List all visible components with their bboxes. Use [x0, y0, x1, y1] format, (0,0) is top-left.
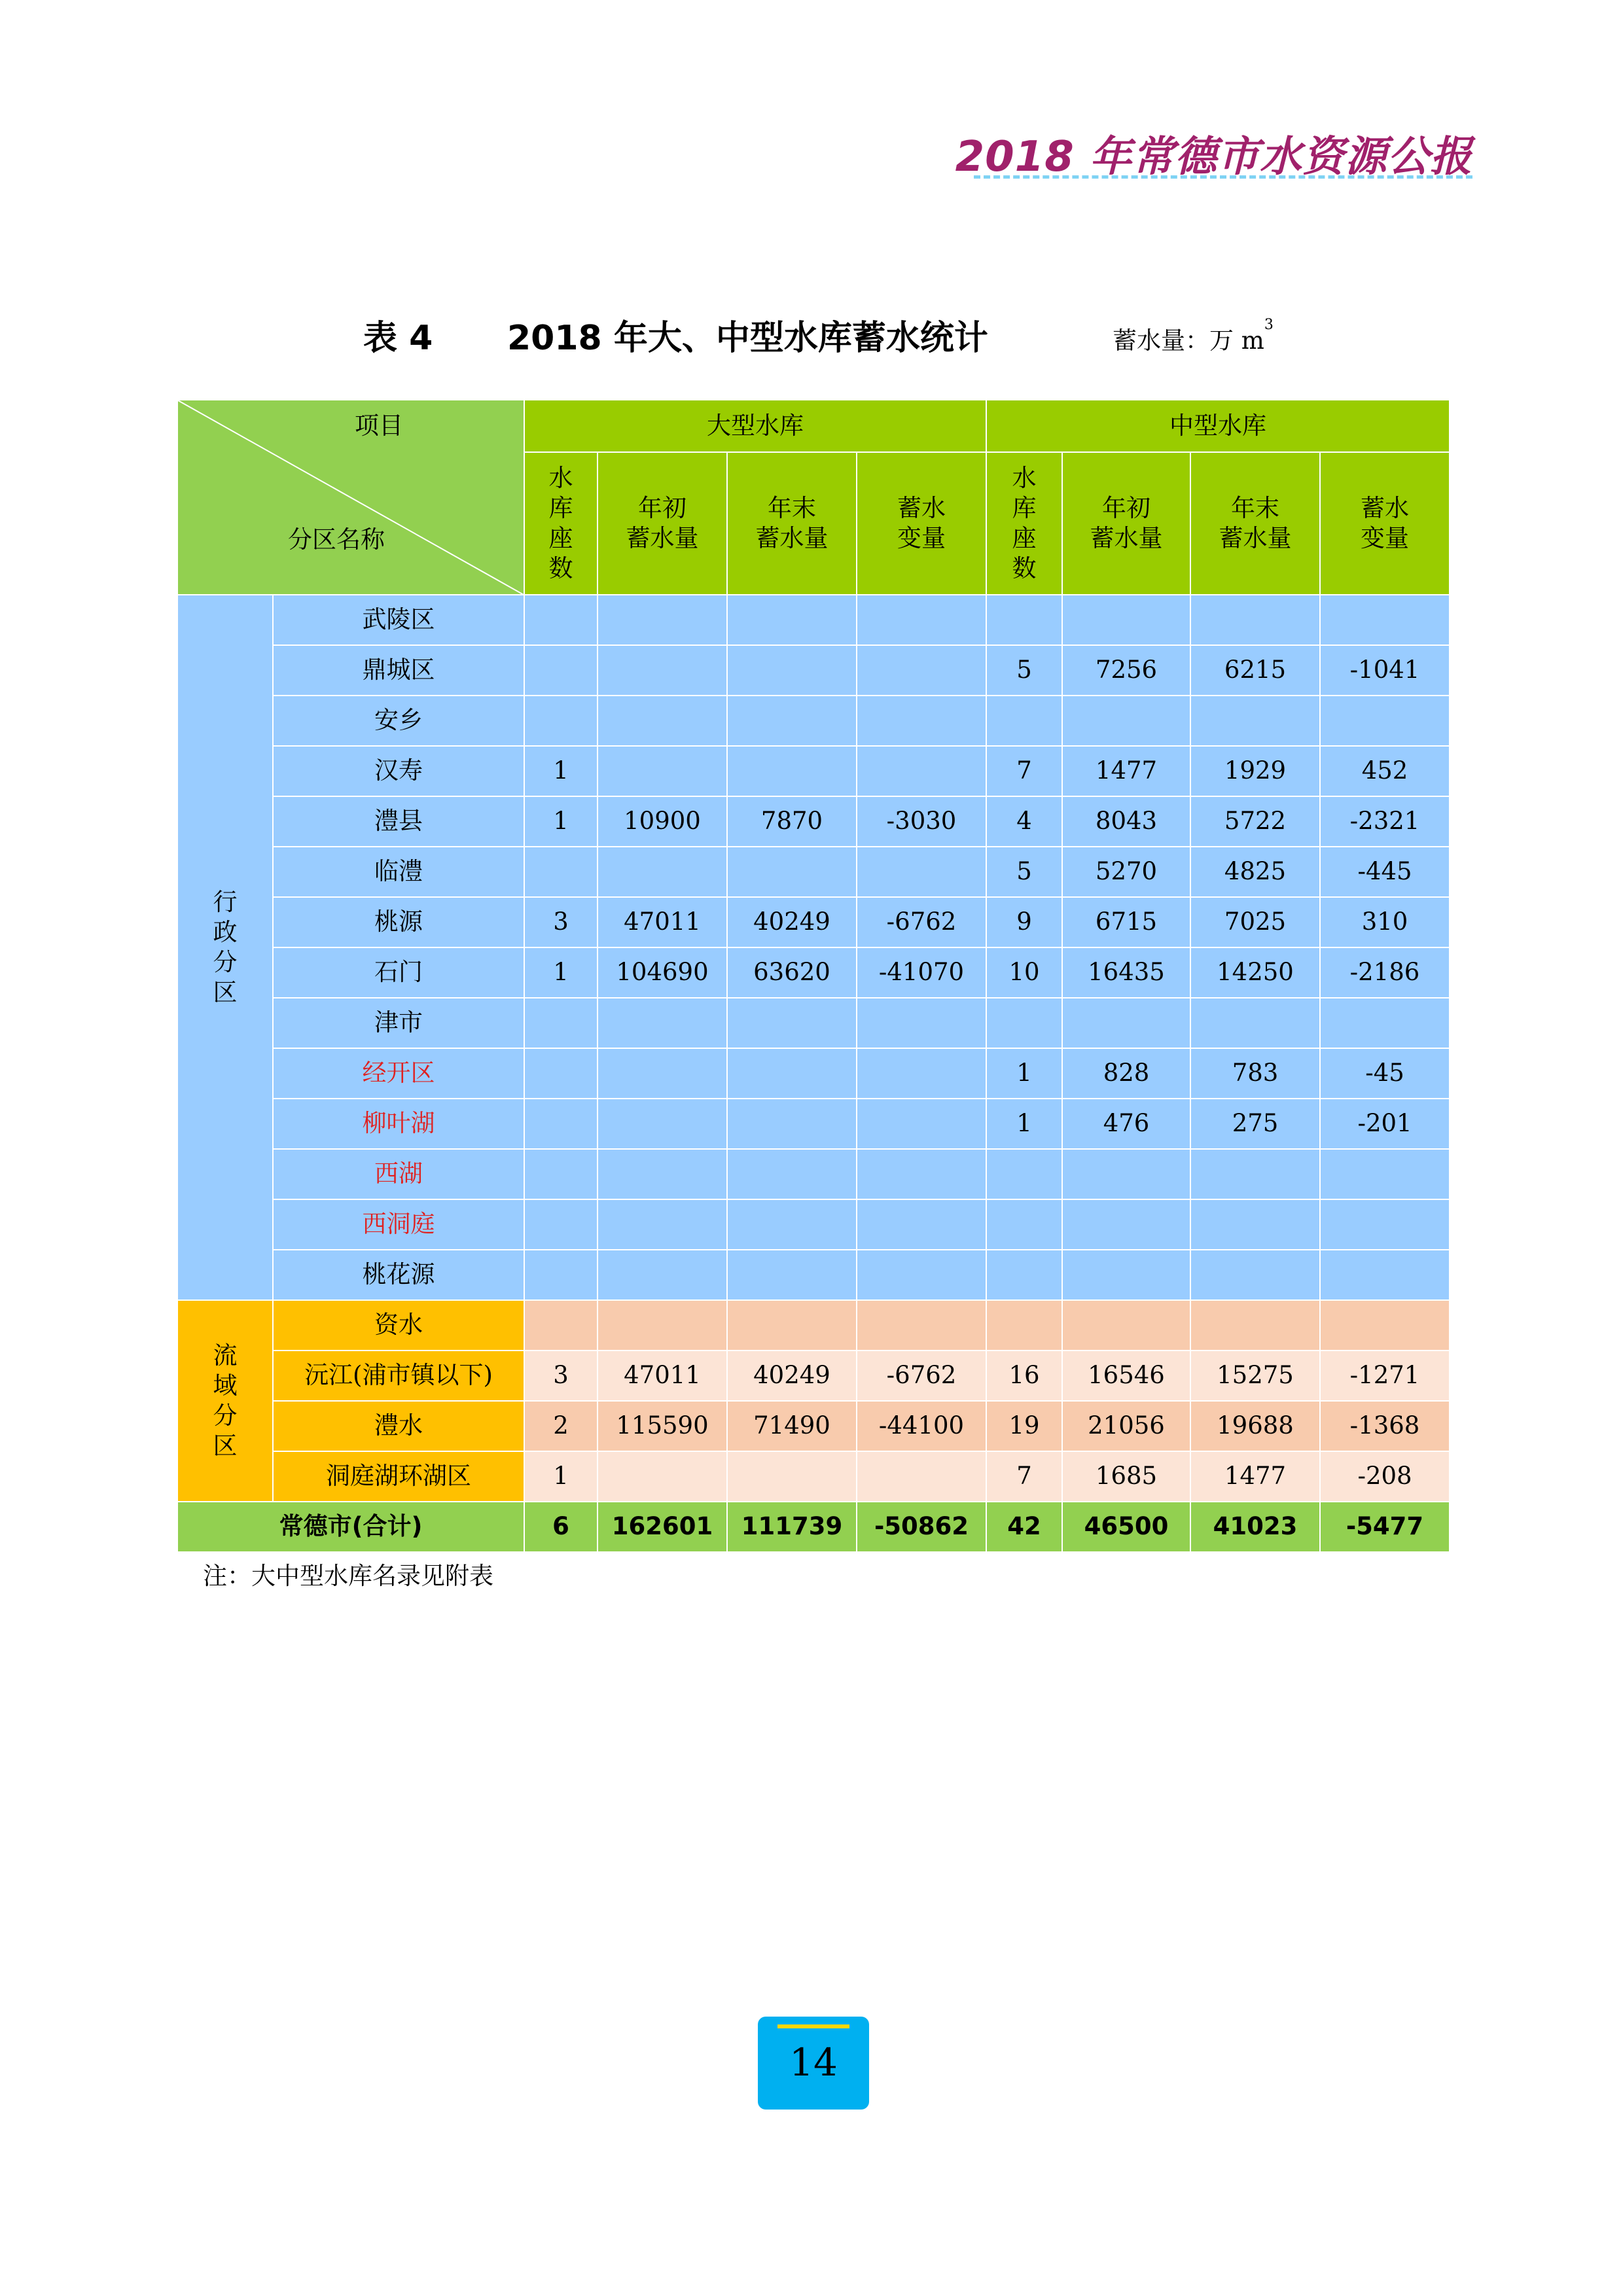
cell-l-change	[857, 1099, 986, 1149]
cell-m-count: 1	[986, 1099, 1062, 1149]
total-l-end: 111739	[727, 1502, 857, 1552]
cell-l-start	[597, 847, 727, 897]
cell-m-start	[1062, 998, 1190, 1048]
cell-l-change	[857, 1048, 986, 1099]
cell-l-count: 1	[524, 947, 597, 998]
cell-m-change: -2186	[1320, 947, 1450, 998]
cell-l-start	[597, 1250, 727, 1300]
cell-m-count: 5	[986, 645, 1062, 696]
cell-l-change	[857, 1149, 986, 1199]
table-title: 2018 年大、中型水库蓄水统计	[507, 319, 988, 358]
region-name: 鼎城区	[273, 645, 524, 696]
cell-m-count: 19	[986, 1401, 1062, 1451]
total-m-end: 41023	[1190, 1502, 1320, 1552]
cell-l-start	[597, 1199, 727, 1250]
cell-l-end: 71490	[727, 1401, 857, 1451]
cell-m-end: 7025	[1190, 897, 1320, 947]
cell-m-count	[986, 1149, 1062, 1199]
cell-m-count	[986, 1300, 1062, 1351]
cell-m-start: 8043	[1062, 796, 1190, 847]
cell-m-count	[986, 595, 1062, 645]
table-row	[177, 696, 1450, 746]
cell-m-start: 1477	[1062, 746, 1190, 796]
cell-l-count	[524, 847, 597, 897]
cell-l-count: 1	[524, 746, 597, 796]
region-name: 桃花源	[273, 1250, 524, 1300]
basin-rows	[177, 1300, 1450, 1502]
cell-m-change: -1368	[1320, 1401, 1450, 1451]
cell-m-end: 1477	[1190, 1451, 1320, 1502]
basin-name: 澧水	[273, 1401, 524, 1451]
cell-l-change	[857, 746, 986, 796]
cell-l-start	[597, 1048, 727, 1099]
header-medium-reservoir: 中型水库	[986, 400, 1450, 452]
region-name: 桃源	[273, 897, 524, 947]
cell-l-change	[857, 1199, 986, 1250]
cell-m-start: 21056	[1062, 1401, 1190, 1451]
total-m-change: -5477	[1320, 1502, 1450, 1552]
cell-l-change: -6762	[857, 897, 986, 947]
cell-l-start	[597, 595, 727, 645]
cell-m-end: 19688	[1190, 1401, 1320, 1451]
col-large-count: 水 库 座 数	[524, 452, 597, 595]
cell-m-start	[1062, 595, 1190, 645]
cell-l-end	[727, 1149, 857, 1199]
cell-l-end	[727, 645, 857, 696]
region-name: 柳叶湖	[273, 1099, 524, 1149]
basin-name: 洞庭湖环湖区	[273, 1451, 524, 1502]
cell-l-end	[727, 1099, 857, 1149]
cell-l-end: 7870	[727, 796, 857, 847]
table-row	[177, 1149, 1450, 1199]
cell-m-end	[1190, 696, 1320, 746]
cell-m-end: 4825	[1190, 847, 1320, 897]
cell-m-count: 10	[986, 947, 1062, 998]
table-row	[177, 897, 1450, 947]
cell-l-count	[524, 1149, 597, 1199]
cell-m-count	[986, 998, 1062, 1048]
region-name: 石门	[273, 947, 524, 998]
cell-m-change: -45	[1320, 1048, 1450, 1099]
cell-m-start: 5270	[1062, 847, 1190, 897]
cell-m-change	[1320, 998, 1450, 1048]
cell-m-start: 1685	[1062, 1451, 1190, 1502]
cell-m-end	[1190, 1300, 1320, 1351]
cell-l-start	[597, 645, 727, 696]
page-number-accent	[777, 2024, 849, 2028]
region-name: 津市	[273, 998, 524, 1048]
total-m-count: 42	[986, 1502, 1062, 1552]
cell-m-change: -201	[1320, 1099, 1450, 1149]
cell-l-start	[597, 746, 727, 796]
region-name: 安乡	[273, 696, 524, 746]
group-admin-label: 行 政 分 区	[177, 595, 273, 1300]
table-unit	[1113, 317, 1274, 356]
cell-m-change: -208	[1320, 1451, 1450, 1502]
cell-m-end: 275	[1190, 1099, 1320, 1149]
cell-m-change: 452	[1320, 746, 1450, 796]
group-basin-label: 流 域 分 区	[177, 1300, 273, 1502]
total-row	[177, 1502, 1450, 1552]
cell-m-end: 14250	[1190, 947, 1320, 998]
cell-l-count: 3	[524, 897, 597, 947]
cell-l-change	[857, 696, 986, 746]
cell-m-start: 828	[1062, 1048, 1190, 1099]
table-caption	[0, 302, 1623, 358]
table-row	[177, 998, 1450, 1048]
cell-l-count	[524, 645, 597, 696]
col-medium-change: 蓄水 变量	[1320, 452, 1450, 595]
diagonal-line	[178, 400, 525, 595]
cell-m-start	[1062, 1250, 1190, 1300]
cell-l-end	[727, 1199, 857, 1250]
cell-l-end	[727, 746, 857, 796]
cell-m-count: 7	[986, 1451, 1062, 1502]
region-name: 西洞庭	[273, 1199, 524, 1250]
cell-l-end: 40249	[727, 897, 857, 947]
cell-l-end	[727, 1451, 857, 1502]
corner-label-region: 分区名称	[288, 525, 385, 554]
cell-l-start	[597, 1300, 727, 1351]
unit-superscript: 3	[1264, 317, 1274, 333]
cell-l-end	[727, 696, 857, 746]
cell-l-end	[727, 847, 857, 897]
col-medium-start: 年初 蓄水量	[1062, 452, 1190, 595]
reservoir-storage-table	[177, 399, 1450, 1553]
cell-m-count	[986, 1199, 1062, 1250]
cell-m-start	[1062, 696, 1190, 746]
col-large-change: 蓄水 变量	[857, 452, 986, 595]
header-large-reservoir: 大型水库	[524, 400, 986, 452]
cell-m-count: 4	[986, 796, 1062, 847]
table-row	[177, 796, 1450, 847]
corner-label-item: 项目	[355, 412, 403, 440]
cell-l-count	[524, 1099, 597, 1149]
cell-l-count: 1	[524, 1451, 597, 1502]
region-name: 经开区	[273, 1048, 524, 1099]
table-row	[177, 1451, 1450, 1502]
table-row	[177, 746, 1450, 796]
cell-l-end	[727, 998, 857, 1048]
cell-m-start	[1062, 1199, 1190, 1250]
cell-m-start: 6715	[1062, 897, 1190, 947]
cell-m-count: 7	[986, 746, 1062, 796]
cell-m-change	[1320, 1149, 1450, 1199]
table-row	[177, 1351, 1450, 1401]
cell-m-start: 7256	[1062, 645, 1190, 696]
cell-m-end	[1190, 1149, 1320, 1199]
table-note: 注：大中型水库名录见附表	[203, 1562, 493, 1590]
report-title: 2018 年常德市水资源公报	[955, 133, 1472, 181]
cell-l-end: 63620	[727, 947, 857, 998]
total-m-start: 46500	[1062, 1502, 1190, 1552]
cell-l-count	[524, 1199, 597, 1250]
cell-m-count: 5	[986, 847, 1062, 897]
table-row	[177, 1300, 1450, 1351]
total-l-count: 6	[524, 1502, 597, 1552]
cell-l-count	[524, 1250, 597, 1300]
col-medium-count: 水 库 座 数	[986, 452, 1062, 595]
cell-l-count: 1	[524, 796, 597, 847]
cell-m-end	[1190, 1250, 1320, 1300]
cell-m-count	[986, 1250, 1062, 1300]
cell-m-start: 16435	[1062, 947, 1190, 998]
table-row	[177, 947, 1450, 998]
cell-l-start	[597, 696, 727, 746]
cell-m-change: -1271	[1320, 1351, 1450, 1401]
cell-l-end	[727, 1048, 857, 1099]
cell-m-change	[1320, 1199, 1450, 1250]
cell-m-count: 1	[986, 1048, 1062, 1099]
cell-l-count	[524, 595, 597, 645]
cell-m-change: 310	[1320, 897, 1450, 947]
col-medium-end: 年末 蓄水量	[1190, 452, 1320, 595]
cell-m-end: 1929	[1190, 746, 1320, 796]
table-row	[177, 1199, 1450, 1250]
cell-m-change: -1041	[1320, 645, 1450, 696]
table-row	[177, 1401, 1450, 1451]
page-number-badge	[758, 2017, 869, 2110]
cell-l-end: 40249	[727, 1351, 857, 1401]
region-name: 澧县	[273, 796, 524, 847]
cell-l-end	[727, 1250, 857, 1300]
cell-m-change	[1320, 696, 1450, 746]
cell-l-count	[524, 998, 597, 1048]
cell-l-count	[524, 1048, 597, 1099]
cell-l-start	[597, 1149, 727, 1199]
region-name: 临澧	[273, 847, 524, 897]
cell-m-change: -445	[1320, 847, 1450, 897]
cell-l-start: 47011	[597, 897, 727, 947]
table-row	[177, 645, 1450, 696]
total-l-change: -50862	[857, 1502, 986, 1552]
cell-m-change	[1320, 595, 1450, 645]
cell-l-change: -44100	[857, 1401, 986, 1451]
cell-l-change	[857, 645, 986, 696]
table-row	[177, 1099, 1450, 1149]
cell-m-start	[1062, 1300, 1190, 1351]
cell-l-count: 3	[524, 1351, 597, 1401]
total-l-start: 162601	[597, 1502, 727, 1552]
basin-name: 沅江(浦市镇以下)	[273, 1351, 524, 1401]
region-name: 武陵区	[273, 595, 524, 645]
cell-l-change: -3030	[857, 796, 986, 847]
cell-l-count: 2	[524, 1401, 597, 1451]
cell-l-start	[597, 1451, 727, 1502]
total-row-group	[177, 1502, 1450, 1552]
table-row	[177, 1048, 1450, 1099]
cell-m-end: 6215	[1190, 645, 1320, 696]
corner-header-cell	[177, 400, 524, 595]
region-name: 西湖	[273, 1149, 524, 1199]
cell-m-end	[1190, 998, 1320, 1048]
cell-m-end: 5722	[1190, 796, 1320, 847]
cell-l-start: 115590	[597, 1401, 727, 1451]
cell-l-count	[524, 1300, 597, 1351]
cell-m-count	[986, 696, 1062, 746]
table-row	[177, 1250, 1450, 1300]
cell-l-start: 10900	[597, 796, 727, 847]
cell-l-start: 47011	[597, 1351, 727, 1401]
cell-l-start	[597, 1099, 727, 1149]
col-large-end: 年末 蓄水量	[727, 452, 857, 595]
region-name: 汉寿	[273, 746, 524, 796]
basin-name: 资水	[273, 1300, 524, 1351]
cell-l-change	[857, 998, 986, 1048]
cell-l-start	[597, 998, 727, 1048]
total-name: 常德市(合计)	[177, 1502, 524, 1552]
cell-m-change: -2321	[1320, 796, 1450, 847]
cell-l-end	[727, 1300, 857, 1351]
page-number: 14	[789, 2040, 838, 2085]
cell-l-start: 104690	[597, 947, 727, 998]
cell-m-count: 16	[986, 1351, 1062, 1401]
cell-l-change	[857, 595, 986, 645]
cell-l-change: -6762	[857, 1351, 986, 1401]
table-row	[177, 847, 1450, 897]
cell-m-change	[1320, 1300, 1450, 1351]
cell-l-change	[857, 847, 986, 897]
cell-l-count	[524, 696, 597, 746]
cell-m-start	[1062, 1149, 1190, 1199]
cell-l-change	[857, 1451, 986, 1502]
cell-l-end	[727, 595, 857, 645]
cell-m-change	[1320, 1250, 1450, 1300]
unit-text: 蓄水量：万 m	[1113, 327, 1264, 355]
cell-l-change	[857, 1300, 986, 1351]
cell-m-end	[1190, 595, 1320, 645]
admin-rows	[177, 595, 1450, 1300]
cell-l-change: -41070	[857, 947, 986, 998]
cell-m-end: 783	[1190, 1048, 1320, 1099]
table-row	[177, 595, 1450, 645]
table-number: 表 4	[363, 319, 433, 358]
cell-m-end	[1190, 1199, 1320, 1250]
cell-m-end: 15275	[1190, 1351, 1320, 1401]
col-large-start: 年初 蓄水量	[597, 452, 727, 595]
cell-m-count: 9	[986, 897, 1062, 947]
header-divider	[974, 175, 1472, 179]
cell-m-start: 476	[1062, 1099, 1190, 1149]
cell-l-change	[857, 1250, 986, 1300]
cell-m-start: 16546	[1062, 1351, 1190, 1401]
